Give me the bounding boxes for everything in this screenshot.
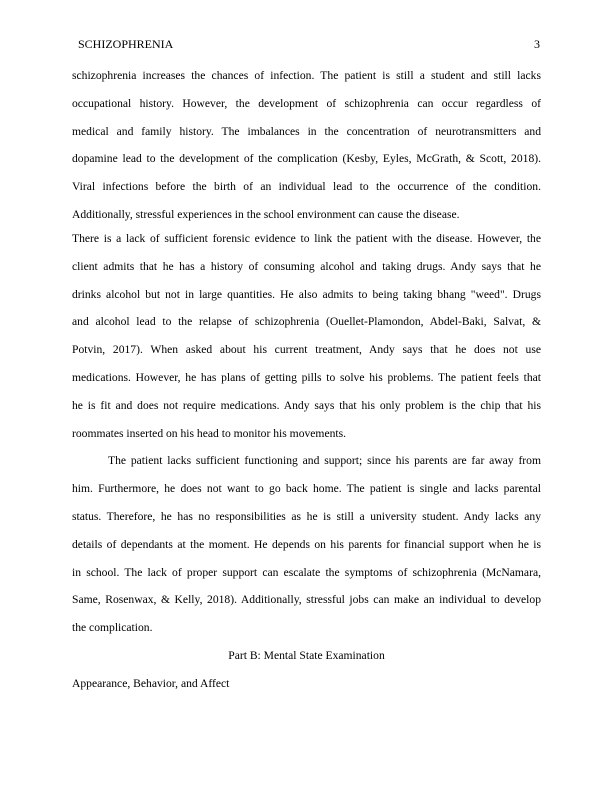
running-head <box>78 36 540 52</box>
text-line: drinks alcohol but not in large quantities. He also admits to being taking bhang "weed". Drugs <box>72 287 541 301</box>
text-line: and alcohol lead to the relapse of schizophrenia (Ouellet-Plamondon, Abdel-Baki, Salvat, & <box>72 315 541 329</box>
text-line: medical and family history. The imbalances in the concentration of neurotransmitters and <box>72 124 541 138</box>
text-line: status. Therefore, he has no responsibilities as he is still a university student. Andy lacks any <box>72 509 541 523</box>
running-title: SCHIZOPHRENIA <box>78 37 174 51</box>
text-line: details of dependants at the moment. He depends on his parents for financial support when he is <box>72 537 541 551</box>
page-number: 3 <box>534 37 540 51</box>
text-line: dopamine lead to the development of the complication (Kesby, Eyles, McGrath, & Scott, 2018). <box>72 152 541 166</box>
text-line: client admits that he has a history of consuming alcohol and taking drugs. Andy says that he <box>72 259 541 273</box>
section-heading: Part B: Mental State Examination <box>228 648 385 662</box>
paragraph <box>72 66 541 229</box>
text-line: the complication. <box>72 621 153 635</box>
text-line: Additionally, stressful experiences in the school environment can cause the disease. <box>72 207 460 221</box>
document-body <box>72 66 541 702</box>
text-line: The patient lacks sufficient functioning and support; since his parents are far away from <box>108 454 541 468</box>
subheading: Appearance, Behavior, and Affect <box>72 676 230 690</box>
text-line: occupational history. However, the development of schizophrenia can occur regardless of <box>72 96 541 110</box>
text-line: him. Furthermore, he does not want to go back home. The patient is single and lacks parental <box>72 482 541 496</box>
text-line: schizophrenia increases the chances of infection. The patient is still a student and still lacks <box>72 69 541 82</box>
text-line: Viral infections before the birth of an individual lead to the occurrence of the condition. <box>72 180 541 194</box>
text-line: he is fit and does not require medications. Andy says that his only problem is the chip that his <box>72 398 541 412</box>
text-line: There is a lack of sufficient forensic evidence to link the patient with the disease. However, the <box>72 231 541 245</box>
paragraph <box>72 451 541 646</box>
text-line: roommates inserted on his head to monitor his movements. <box>72 426 347 440</box>
paragraph <box>72 229 541 451</box>
text-line: in school. The lack of proper support can escalate the symptoms of schizophrenia (McNamara, <box>72 565 541 579</box>
text-line: Potvin, 2017). When asked about his current treatment, Andy says that he does not use <box>72 343 541 357</box>
text-line: medications. However, he has plans of getting pills to solve his problems. The patient feels that <box>72 370 541 384</box>
text-line: Same, Rosenwax, & Kelly, 2018). Additionally, stressful jobs can make an individual to develop <box>72 593 541 607</box>
